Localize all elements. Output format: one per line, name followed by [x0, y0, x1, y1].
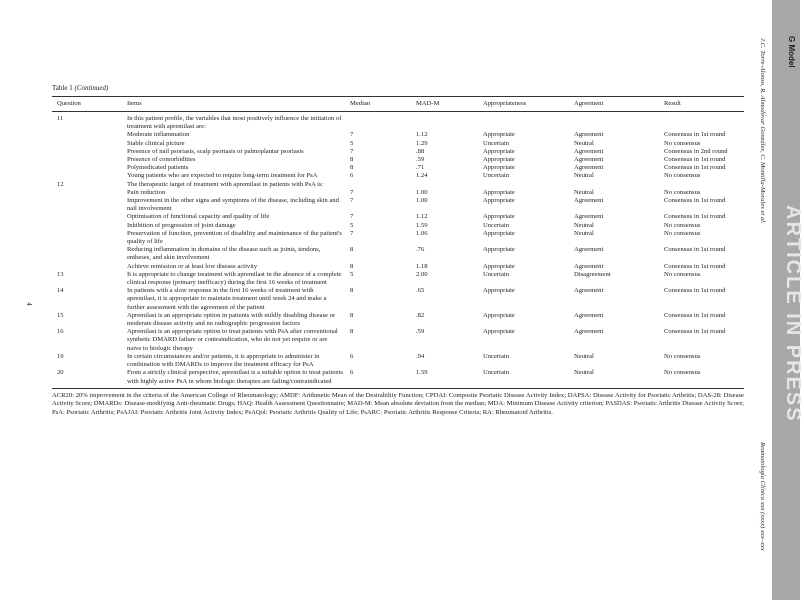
agreement-cell: Agreement — [574, 156, 604, 164]
header-mad-m: MAD-M — [411, 97, 478, 112]
appropriateness-cell: Appropriate — [483, 246, 515, 254]
table-row — [52, 369, 744, 388]
appropriateness-cell: Appropriate — [483, 328, 515, 336]
item-cell: Apremilast is an appropriate option in patients with mildly disabling disease or moderate disease activity and no radiographic progression factors — [127, 311, 336, 328]
header-appropriateness: Appropriateness — [478, 97, 569, 112]
appropriateness-cell: Appropriate — [483, 287, 515, 295]
question-cell — [52, 156, 122, 164]
question-cell: 12 — [57, 180, 64, 188]
item-cell: Stable clinical picture — [127, 139, 185, 147]
item-cell: Polymedicated patients — [127, 164, 189, 172]
mad-m-cell — [411, 181, 478, 189]
table-row — [52, 189, 744, 197]
result-cell — [659, 181, 744, 189]
table-header-row — [52, 97, 744, 112]
table-row — [52, 328, 744, 353]
mad-m-cell: .94 — [416, 352, 425, 360]
item-cell: Apremilast is an appropriate option to treat patients with PsA after conventional synthetic DMARD failure or contraindication, who do not yet require or are naive to biologic therapy — [127, 328, 338, 352]
appropriateness-cell: Appropriate — [483, 197, 515, 205]
item-cell: Presence of nail psoriasis, scalp psoriasis or palmoplantar psoriasis — [127, 147, 304, 155]
item-cell: In this patient profile, the variables that most positively influence the initiation of treatment with apremilast are: — [127, 115, 342, 131]
item-cell: It is appropriate to change treatment with apremilast in the absence of a complete clinical response (primary inefficacy) during the first 16 weeks of treatment — [127, 270, 342, 287]
mad-m-cell: 1.00 — [416, 188, 428, 196]
result-cell: Consensus in 1st round — [664, 213, 726, 221]
mad-m-cell: 1.29 — [416, 139, 428, 147]
table-row — [52, 246, 744, 262]
item-cell: Improvement in the other signs and symptoms of the disease, including skin and nail involvement — [127, 197, 339, 213]
median-cell: 6 — [350, 352, 354, 360]
table-row — [52, 263, 744, 271]
header-result: Result — [659, 97, 744, 112]
mad-m-cell: .59 — [416, 156, 425, 164]
header-agreement: Agreement — [569, 97, 659, 112]
g-model-label: G Model — [787, 36, 796, 68]
question-cell: 13 — [57, 270, 64, 278]
mad-m-cell: .59 — [416, 328, 425, 336]
median-cell: 5 — [350, 139, 354, 147]
mad-m-cell: 1.59 — [411, 369, 478, 388]
appropriateness-cell: Uncertain — [483, 139, 509, 147]
agreement-cell: Agreement — [574, 311, 604, 319]
agreement-cell: Agreement — [574, 131, 604, 139]
appropriateness-cell — [478, 181, 569, 189]
table-row — [52, 148, 744, 156]
agreement-cell: Agreement — [574, 262, 604, 270]
table-row — [52, 140, 744, 148]
table-body — [52, 112, 744, 389]
item-cell: From a strictly clinical perspective, apremilast is a suitable option to treat patients with highly active PsA in whom biologic therapies are failing/contraindicated — [122, 369, 345, 388]
question-cell — [52, 164, 122, 172]
question-cell — [52, 172, 122, 180]
question-cell: 19 — [57, 352, 64, 360]
table-row — [52, 112, 744, 132]
item-cell: Pain reduction — [127, 188, 166, 196]
appropriateness-cell: Uncertain — [483, 352, 509, 360]
result-cell — [659, 112, 744, 132]
result-cell: No consensus — [664, 221, 701, 229]
table-row — [52, 312, 744, 328]
median-cell: 5 — [350, 221, 354, 229]
mad-m-cell: 1.12 — [416, 213, 428, 221]
question-cell — [52, 197, 122, 213]
mad-m-cell: .88 — [416, 147, 425, 155]
median-cell: 7 — [350, 147, 354, 155]
table-caption — [52, 84, 744, 92]
appropriateness-cell: Uncertain — [483, 221, 509, 229]
mad-m-cell: 1.00 — [416, 197, 428, 205]
article-in-press-banner: ARTICLE IN PRESS — [782, 205, 804, 423]
appropriateness-cell: Uncertain — [483, 172, 509, 180]
result-cell: Consensus in 1st round — [664, 164, 726, 172]
table-row — [52, 230, 744, 246]
question-cell: 11 — [57, 115, 64, 122]
question-cell — [52, 246, 122, 262]
appropriateness-cell: Appropriate — [483, 311, 515, 319]
question-cell: 16 — [57, 328, 64, 336]
agreement-cell: Agreement — [574, 287, 604, 295]
median-cell: 5 — [350, 270, 354, 278]
agreement-cell: Neutral — [574, 352, 594, 360]
median-cell: 8 — [350, 246, 354, 254]
table-row — [52, 164, 744, 172]
median-cell: 8 — [350, 262, 354, 270]
mad-m-cell: 1.06 — [416, 229, 428, 237]
item-cell: Optimisation of functional capacity and quality of life — [127, 213, 270, 221]
question-cell — [52, 213, 122, 221]
item-cell: Reducing inflammation in domains of the disease such as joints, tendons, entheses, and skin involvement — [127, 246, 321, 262]
appropriateness-cell: Appropriate — [483, 164, 515, 172]
question-cell: 14 — [57, 287, 64, 295]
question-cell — [52, 189, 122, 197]
mad-m-cell: 1.59 — [416, 221, 428, 229]
agreement-cell: Neutral — [574, 139, 594, 147]
appropriateness-cell: Appropriate — [483, 229, 515, 237]
table-row — [52, 213, 744, 221]
mad-m-cell: 1.24 — [416, 172, 428, 180]
running-head-journal: Reumatología Clínica xxx (xxxx) xxx–xxx — [759, 442, 766, 551]
item-cell: Inhibition of progression of joint damage — [127, 221, 236, 229]
question-cell: 20 — [52, 369, 122, 388]
item-cell: Achieve remission or at least low disease activity — [127, 262, 258, 270]
question-cell — [52, 140, 122, 148]
median-cell: 7 — [350, 213, 354, 221]
item-cell: Moderate inflammation — [127, 131, 190, 139]
result-cell: Consensus in 2nd round — [664, 147, 728, 155]
mad-m-cell: .82 — [416, 311, 425, 319]
median-cell: 7 — [350, 197, 354, 205]
table-caption-label: Table 1 — [52, 84, 73, 92]
mad-m-cell — [411, 112, 478, 132]
question-cell: 15 — [57, 311, 64, 319]
page-number: 4 — [24, 302, 33, 306]
table-row — [52, 181, 744, 189]
median-cell — [345, 112, 411, 132]
mad-m-cell: .71 — [416, 164, 425, 172]
table-caption-suffix: (Continued) — [74, 84, 109, 92]
appropriateness-cell: Uncertain — [483, 270, 509, 278]
appropriateness-cell: Appropriate — [483, 147, 515, 155]
result-cell: Consensus in 1st round — [664, 287, 726, 295]
table-row — [52, 353, 744, 369]
median-cell: 8 — [350, 328, 354, 336]
appropriateness-cell: Appropriate — [483, 262, 515, 270]
agreement-cell: Neutral — [574, 172, 594, 180]
result-cell: No consensus — [664, 139, 701, 147]
table-row — [52, 197, 744, 213]
appropriateness-cell: Uncertain — [478, 369, 569, 388]
agreement-cell: Agreement — [574, 328, 604, 336]
median-cell — [345, 181, 411, 189]
agreement-cell: Neutral — [574, 221, 594, 229]
agreement-cell: Neutral — [574, 188, 594, 196]
result-cell: Consensus in 1st round — [664, 197, 726, 205]
table-footnote: ACR20: 20% improvement in the criteria of the American College of Rheumatology; AMDF: Arithmetic Mean of the Desirability Function; CPDAI: Composite Psoriatic Disease Activity Index; DAPSA: Disease Activity for Psoriatic Arthritis; DAS-28: Disease Activity Score; DMARDs: Disease-modifying Anti-rheumatic Drugs; HAQ: Health Assessment Questionnaire; MAD-M: Mean absolute deviation from the median; MDA: Minimum Disease Activity criterion; PASDAS: Psoriatic Arthritis Disease Activity Score; PsA: Psoriatic Arthritis; PsAJAI: Psoriatic Arthritis Joint Activity Index; PsAQol: Psoriatic Arthritis Quality of Life; PsARC: Psoriatic Arthritis Response Criteria; RA: Rheumatoid Arthritis. — [52, 391, 744, 416]
question-cell — [52, 230, 122, 246]
median-cell: 8 — [350, 311, 354, 319]
appropriateness-cell — [478, 112, 569, 132]
question-cell — [52, 222, 122, 230]
table-row — [52, 271, 744, 287]
agreement-cell: Agreement — [574, 213, 604, 221]
result-cell: Consensus in 1st round — [664, 262, 726, 270]
appropriateness-cell: Appropriate — [483, 188, 515, 196]
median-cell: 8 — [350, 287, 354, 295]
header-median: Median — [345, 97, 411, 112]
mad-m-cell: .65 — [416, 287, 425, 295]
median-cell: 7 — [350, 188, 354, 196]
item-cell: Young patients who are expected to require long-term treatment for PsA — [127, 172, 318, 180]
header-question: Question — [52, 97, 122, 112]
median-cell: 6 — [350, 172, 354, 180]
agreement-cell: Agreement — [574, 147, 604, 155]
agreement-cell — [569, 112, 659, 132]
result-cell: Consensus in 1st round — [664, 246, 726, 254]
agreement-cell: Neutral — [574, 229, 594, 237]
question-cell — [52, 263, 122, 271]
result-cell: No consensus — [664, 188, 701, 196]
table-row — [52, 287, 744, 312]
result-cell: Consensus in 1st round — [664, 131, 726, 139]
agreement-cell: Agreement — [574, 164, 604, 172]
mad-m-cell: 1.12 — [416, 131, 428, 139]
mad-m-cell: 2.00 — [416, 270, 428, 278]
agreement-cell: Agreement — [574, 197, 604, 205]
median-cell: 7 — [350, 131, 354, 139]
agreement-cell: Neutral — [569, 369, 659, 388]
item-cell: In patients with a slow response in the first 16 weeks of treatment with apremilast, it is appropriate to maintain treatment until week 24 and make a further assessment with the agreement of the patient — [127, 287, 327, 311]
item-cell: Preservation of function, prevention of disability and maintenance of the patient's quality of life — [127, 229, 342, 246]
median-cell: 6 — [345, 369, 411, 388]
agreement-cell: Disagreement — [574, 270, 611, 278]
appropriateness-cell: Appropriate — [483, 213, 515, 221]
result-cell: Consensus in 1st round — [664, 328, 726, 336]
item-cell: In certain circumstances and/or patients, it is appropriate to administer in combination with DMARDs to improve the treatment efficacy for PsA — [127, 352, 320, 369]
item-cell: Presence of comorbidities — [127, 156, 196, 164]
result-cell: No consensus — [664, 270, 701, 278]
table-row — [52, 156, 744, 164]
question-cell — [52, 131, 122, 139]
result-cell: Consensus in 1st round — [664, 311, 726, 319]
appropriateness-cell: Appropriate — [483, 156, 515, 164]
table-row — [52, 222, 744, 230]
result-cell: No consensus — [664, 172, 701, 180]
table-container — [52, 84, 744, 417]
table-row — [52, 131, 744, 139]
agreement-cell — [569, 181, 659, 189]
median-cell: 7 — [350, 229, 354, 237]
consensus-table — [52, 96, 744, 389]
header-items: Items — [122, 97, 345, 112]
mad-m-cell: .76 — [416, 246, 425, 254]
result-cell: No consensus — [664, 229, 701, 237]
running-head-authors: J.C. Torre-Alonso, R. Almodóvar González, C. Montilla-Morales et al. — [759, 38, 766, 224]
question-cell — [52, 148, 122, 156]
result-cell: No consensus — [659, 369, 744, 388]
table-row — [52, 172, 744, 180]
median-cell: 8 — [350, 164, 354, 172]
mad-m-cell: 1.18 — [416, 262, 428, 270]
item-cell: The therapeutic target of treatment with apremilast in patients with PsA is: — [127, 180, 324, 188]
median-cell: 8 — [350, 156, 354, 164]
result-cell: No consensus — [664, 352, 701, 360]
appropriateness-cell: Appropriate — [483, 131, 515, 139]
agreement-cell: Agreement — [574, 246, 604, 254]
result-cell: Consensus in 1st round — [664, 156, 726, 164]
